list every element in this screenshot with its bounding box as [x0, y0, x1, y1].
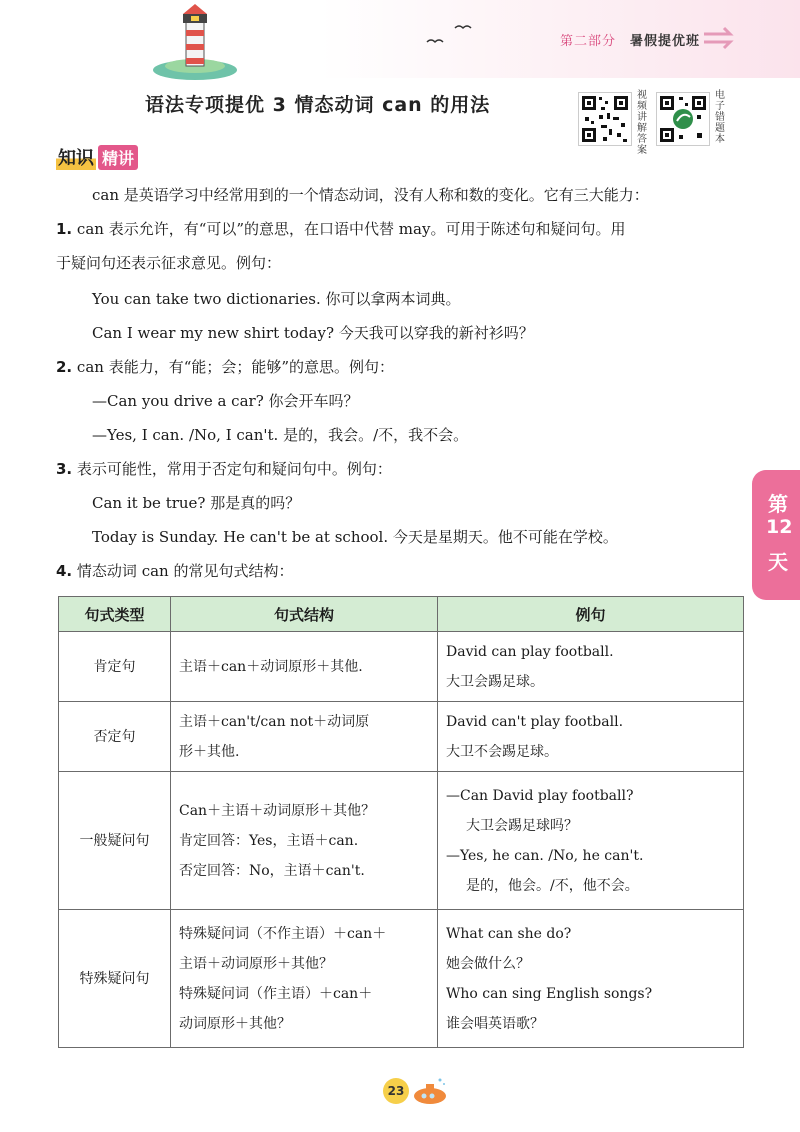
table-row [59, 910, 744, 1048]
day-label-prefix: 第 [768, 492, 788, 516]
table-header-example: 例句 [438, 597, 744, 632]
knowledge-badge [56, 144, 138, 170]
point-text: 情态动词 can 的常见句式结构： [76, 562, 294, 580]
structure-line: 形＋其他. [179, 743, 240, 760]
example-cell [438, 632, 744, 702]
example-line: You can take two dictionaries. 你可以拿两本词典。 [92, 290, 461, 308]
structure-line: 特殊疑问词（作主语）＋can＋ [179, 985, 373, 1002]
structure-line: 特殊疑问词（不作主语）＋can＋ [179, 925, 387, 942]
day-label-suffix: 天 [768, 550, 788, 574]
structure-line: 主语＋can't/can not＋动词原 [179, 713, 370, 730]
example-line: Who can sing English songs? [446, 985, 653, 1002]
structure-line: 主语＋动词原形＋其他？ [179, 955, 333, 972]
submarine-icon [410, 1076, 450, 1106]
point-1-cont: 于疑问句还表示征求意见。例句： [56, 254, 282, 272]
badge-knowledge-label: 知识 [56, 144, 96, 170]
badge-explain-label: 精讲 [98, 145, 138, 170]
point-number: 1. [56, 220, 73, 238]
table-row [59, 702, 744, 772]
point-4 [56, 560, 293, 581]
point-number: 2. [56, 358, 73, 376]
structure-cell [171, 702, 438, 772]
qr-label-video: 视频讲解答案 [637, 90, 647, 156]
qr-code-error-book-icon[interactable] [656, 92, 710, 146]
structure-line: Can＋主语＋动词原形＋其他？ [179, 802, 376, 819]
example-line: —Can David play football? [446, 787, 634, 804]
point-number: 3. [56, 460, 73, 478]
sentence-structure-table [58, 596, 744, 1048]
structure-cell [171, 910, 438, 1048]
type-cell: 否定句 [59, 702, 171, 772]
point-3 [56, 458, 392, 479]
example-line: Can it be true? 那是真的吗？ [92, 494, 301, 512]
point-text: can 表能力，有“能；会；能够”的意思。例句： [76, 358, 395, 376]
point-2 [56, 356, 394, 377]
example-line: Today is Sunday. He can't be at school. 今天是星期天。他不可能在学校。 [92, 528, 618, 546]
example-line: 谁会唱英语歌？ [446, 1015, 544, 1032]
structure-line: 动词原形＋其他？ [179, 1015, 291, 1032]
structure-cell [171, 632, 438, 702]
table-header-type: 句式类型 [59, 597, 171, 632]
type-cell: 肯定句 [59, 632, 171, 702]
part-label: 第二部分 [559, 34, 616, 49]
structure-line: 否定回答：No，主语＋can't. [179, 862, 365, 879]
structure-line: 肯定回答：Yes，主语＋can. [179, 832, 359, 849]
example-line: Can I wear my new shirt today? 今天我可以穿我的新衬衫吗？ [92, 324, 534, 342]
table-header-row [59, 597, 744, 632]
day-number: 12 [766, 516, 793, 538]
page-title: 语法专项提优 3 情态动词 can 的用法 [145, 94, 491, 116]
bird-icon [425, 20, 475, 50]
point-number: 4. [56, 562, 73, 580]
type-cell: 一般疑问句 [59, 772, 171, 910]
table-row [59, 632, 744, 702]
point-1 [56, 218, 625, 239]
course-label: 暑假提优班 [629, 34, 700, 49]
day-side-tab[interactable] [752, 470, 800, 600]
example-line: —Yes, I can. /No, I can't. 是的，我会。/不，我不会。 [92, 426, 469, 444]
example-line: 大卫不会踢足球。 [446, 743, 558, 760]
type-cell: 特殊疑问句 [59, 910, 171, 1048]
example-line: 是的，他会。/不，他不会。 [466, 877, 639, 894]
qr-label-error-book: 电子错题本 [715, 90, 725, 145]
example-cell [438, 910, 744, 1048]
qr-code-video-icon[interactable] [578, 92, 632, 146]
structure-line: 主语＋can＋动词原形＋其他. [179, 658, 363, 675]
section-label [560, 30, 700, 49]
page-number: 23 [383, 1078, 409, 1104]
example-line: What can she do? [446, 925, 572, 942]
example-line: —Can you drive a car? 你会开车吗？ [92, 392, 359, 410]
example-line: 大卫会踢足球。 [446, 673, 544, 690]
example-cell [438, 702, 744, 772]
point-text: 表示可能性，常用于否定句和疑问句中。例句： [76, 460, 392, 478]
example-line: David can play football. [446, 643, 614, 660]
table-header-structure: 句式结构 [171, 597, 438, 632]
lighthouse-icon [150, 0, 240, 80]
table-row [59, 772, 744, 910]
example-line: —Yes, he can. /No, he can't. [446, 847, 644, 864]
example-line: 大卫会踢足球吗？ [466, 817, 578, 834]
example-line: David can't play football. [446, 713, 624, 730]
decoration-arrow-icon [700, 22, 740, 52]
intro-text: can 是英语学习中经常用到的一个情态动词，没有人称和数的变化。它有三大能力： [92, 186, 649, 204]
structure-cell [171, 772, 438, 910]
example-cell [438, 772, 744, 910]
point-text: can 表示允许，有“可以”的意思，在口语中代替 may。可用于陈述句和疑问句。用 [76, 220, 626, 238]
example-line: 她会做什么？ [446, 955, 530, 972]
